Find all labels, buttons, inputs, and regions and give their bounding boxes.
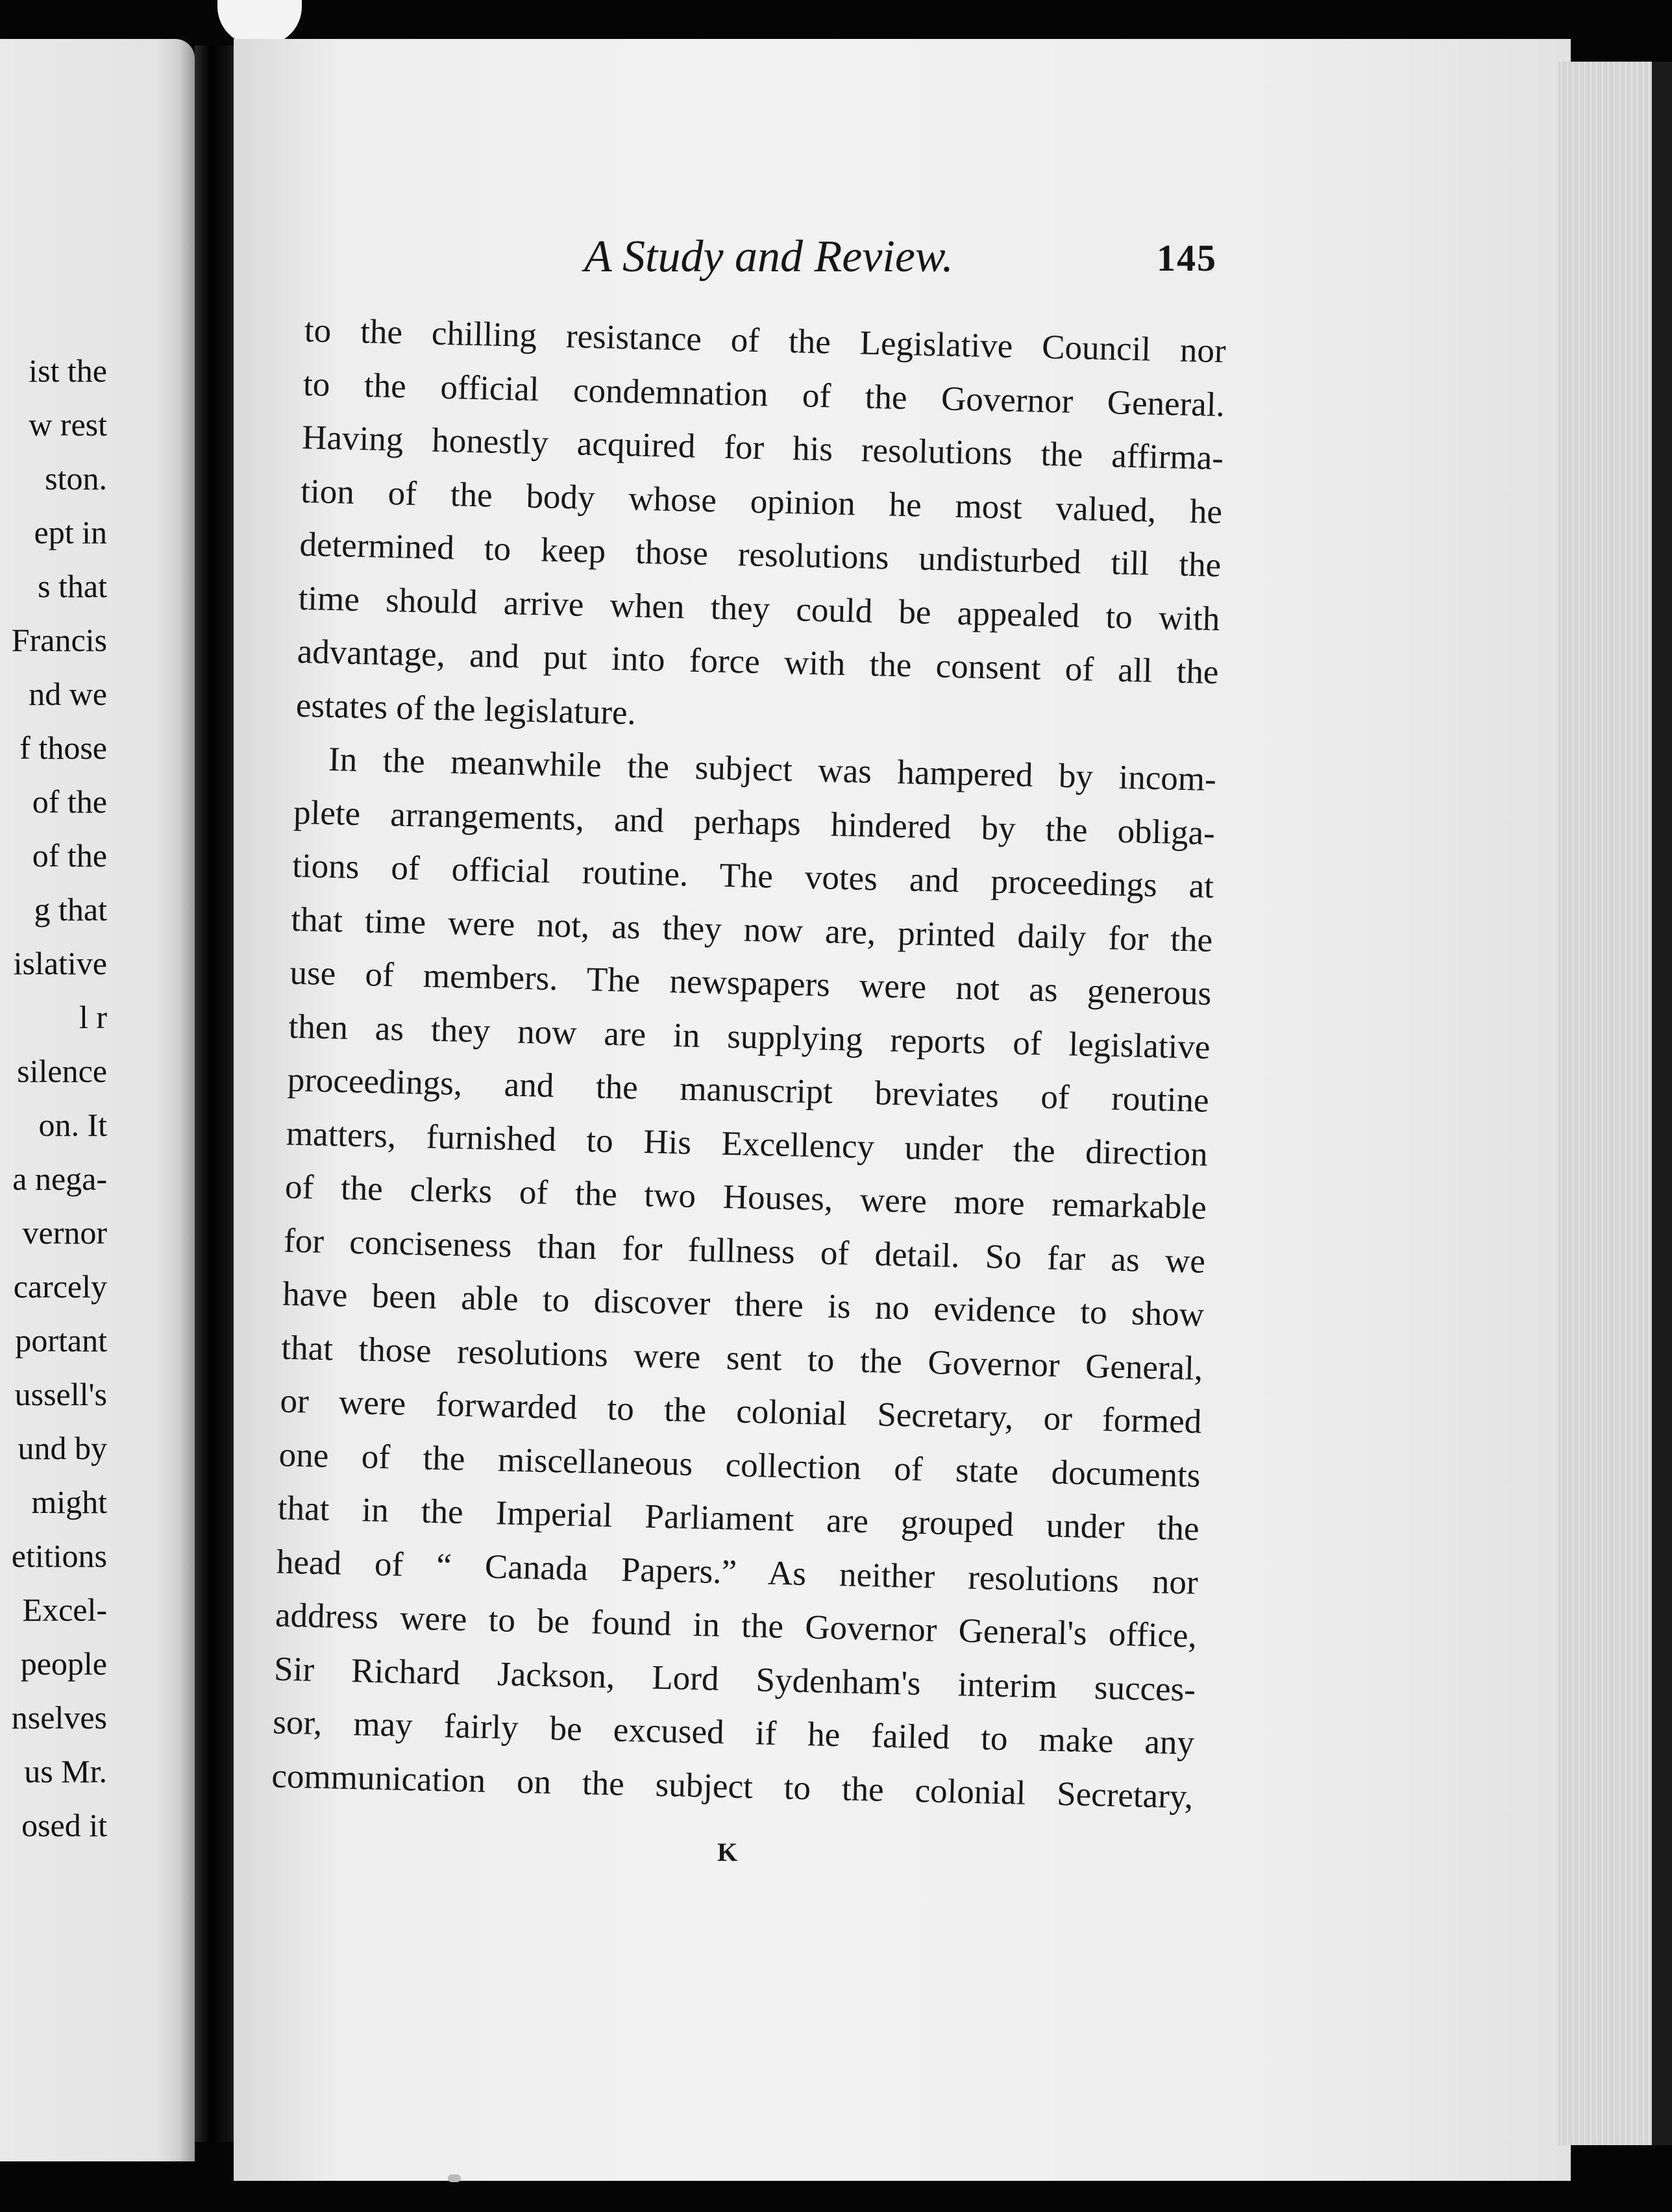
text-line: time should arrive when they could be appealed to with [298, 579, 1221, 638]
text-line: of the clerks of the two Houses, were more remarkable [284, 1168, 1207, 1227]
text-line: tion of the body whose opinion he most valued, he [300, 472, 1223, 531]
text-line: proceedings, and the manuscript breviates of routine [287, 1061, 1210, 1120]
left-page-line: ston. [45, 460, 107, 497]
text-line: plete arrangements, and perhaps hindered by the obliga- [293, 793, 1216, 852]
text-line: advantage, and put into force with the consent of all the [297, 632, 1220, 692]
text-line: for conciseness than for fullness of detail. So far as we [283, 1222, 1206, 1281]
left-page-line: us Mr. [24, 1753, 107, 1789]
left-page-line: vernor [22, 1214, 107, 1251]
left-page-line: etitions [11, 1538, 107, 1574]
left-page-line: Francis [11, 622, 107, 658]
left-page-line: und by [18, 1430, 107, 1466]
left-page-line: w rest [29, 406, 107, 443]
left-page [0, 39, 195, 2161]
text-line: use of members. The newspapers were not as generous [289, 953, 1212, 1013]
text-line: to the chilling resistance of the Legislative Council nor [304, 311, 1227, 371]
left-page-line: ept in [34, 514, 107, 550]
text-line: one of the miscellaneous collection of state documents [278, 1436, 1201, 1495]
left-page-line: nd we [29, 676, 107, 712]
left-page-text [0, 344, 107, 1852]
text-line: head of “ Canada Papers.” As neither resolutions nor [276, 1543, 1199, 1602]
left-page-line: of the [32, 783, 107, 820]
left-page-line: might [31, 1484, 107, 1520]
text-line: then as they now are in supplying reports of legislative [288, 1007, 1211, 1066]
text-line: communication on the subject to the colonial Secretary, [271, 1756, 1194, 1816]
signature-mark: K [717, 1837, 738, 1867]
left-page-line: l r [79, 999, 107, 1035]
left-page-line: osed it [21, 1807, 107, 1843]
running-title: A Study and Review. [584, 232, 953, 282]
left-page-line: people [20, 1645, 107, 1682]
left-page-line: islative [13, 945, 107, 981]
left-page-line: portant [15, 1322, 107, 1358]
left-page-line: a nega- [12, 1161, 107, 1197]
page-number: 145 [1157, 237, 1217, 279]
left-page-line: s that [38, 568, 107, 604]
left-page-line: of the [32, 837, 107, 874]
text-line: Sir Richard Jackson, Lord Sydenham's interim succes- [273, 1649, 1196, 1709]
page-edges [1558, 62, 1655, 2145]
text-line: matters, furnished to His Excellency under the direction [286, 1114, 1209, 1174]
left-page-line: g that [34, 891, 107, 928]
left-page-line: f those [19, 730, 107, 766]
body-text [271, 304, 1227, 1824]
left-page-line: ussell's [14, 1376, 107, 1412]
text-line: Having honestly acquired for his resolutions the affirma- [301, 418, 1224, 478]
left-page-line: nselves [11, 1699, 107, 1736]
page-header [0, 221, 1672, 292]
text-line: estates of the legislature. [295, 686, 637, 732]
text-line: tions of official routine. The votes and proceedings at [291, 846, 1214, 905]
text-line: or were forwarded to the colonial Secretary, or formed [279, 1382, 1202, 1441]
text-line: that in the Imperial Parliament are grouped under the [277, 1489, 1200, 1548]
left-page-line: carcely [13, 1268, 107, 1305]
scan-dust [448, 2174, 461, 2182]
text-line: determined to keep those resolutions undisturbed till the [299, 525, 1222, 585]
text-line: that those resolutions were sent to the Governor General, [280, 1329, 1203, 1388]
text-line: sor, may fairly be excused if he failed to make any [272, 1703, 1195, 1762]
text-line: In the meanwhile the subject was hampered by incom- [328, 741, 1217, 799]
text-line: address were to be found in the Governor General's office, [275, 1596, 1198, 1655]
text-line: have been able to discover there is no evidence to show [282, 1275, 1205, 1334]
text-line: to the official condemnation of the Governor General. [302, 365, 1225, 424]
left-page-line: silence [17, 1053, 107, 1089]
text-line: that time were not, as they now are, printed daily for the [290, 900, 1213, 959]
left-page-line: Excel- [22, 1591, 107, 1628]
page-edge-shadow [1652, 62, 1672, 2145]
left-page-line: ist the [29, 352, 107, 389]
left-page-line: on. It [38, 1107, 107, 1143]
